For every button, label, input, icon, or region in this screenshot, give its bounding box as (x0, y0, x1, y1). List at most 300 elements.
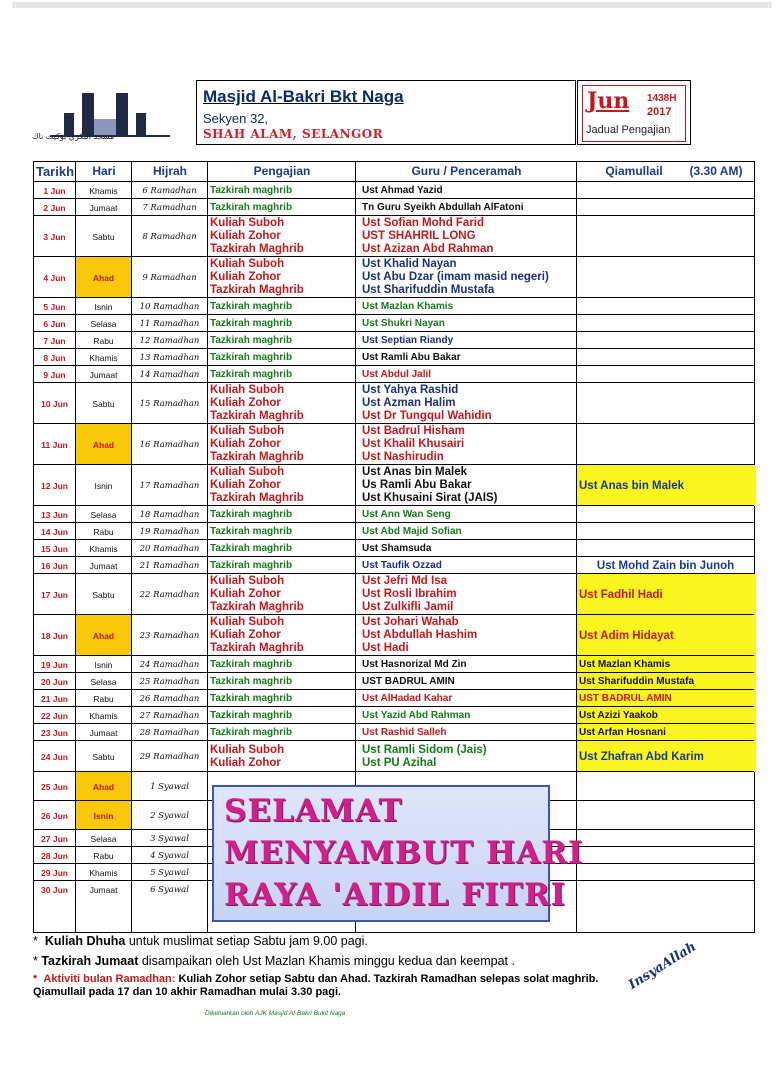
hijri-cell: 7 Ramadhan (142, 202, 197, 213)
teacher-line: Us Ramli Abu Bakar (362, 479, 472, 491)
note-3-text: Kuliah Zohor setiap Sabtu dan Ahad. Tazkirah Ramadhan selepas solat maghrib. Qiamullail pada 17 dan 10 akhir Ramadhan mulai 3.30 pagi. (33, 973, 599, 998)
qiamullail-cell (577, 182, 756, 199)
qiamullail-cell: Ust Zhafran Abd Karim (577, 741, 756, 772)
topic-line: Tazkirah Maghrib (210, 451, 304, 463)
teacher-cell (356, 182, 582, 199)
topic-line: Kuliah Suboh (210, 466, 285, 478)
hijri-cell: 5 Syawal (150, 867, 189, 878)
hijri-cell: 25 Ramadhan (139, 676, 200, 687)
col-header-teacher: Guru / Penceramah (411, 164, 522, 178)
teacher-line: Ust Johari Wahab (362, 616, 459, 628)
topic-line: Kuliah Suboh (210, 425, 285, 437)
top-edge-bar (12, 2, 772, 8)
hijri-cell: 17 Ramadhan (139, 480, 200, 491)
teacher-cell (356, 349, 582, 366)
qiamullail-cell (577, 772, 756, 801)
topic-cell (208, 366, 357, 383)
day-cell: Jumaat (89, 202, 118, 213)
hijri-cell: 20 Ramadhan (139, 543, 200, 554)
topic-cell (208, 673, 357, 690)
table-row (34, 672, 754, 690)
section-address: Sekyen 32, (203, 111, 269, 126)
hijri-cell: 2 Syawal (150, 810, 189, 821)
banner-line-1: SELAMAT (224, 793, 403, 829)
topic-line: Kuliah Zohor (210, 756, 281, 769)
issued-by-footer: Dikeluarkan oleh AJK Masjid Al-Bakri Bukit Naga (205, 1010, 346, 1017)
city-address: SHAH ALAM, SELANGOR (203, 127, 384, 141)
table-row (34, 723, 754, 741)
note-kuliah-dhuha: * Kuliah Dhuha untuk muslimat setiap Sabtu jam 9.00 pagi. (33, 934, 368, 948)
qiamullail-cell: Ust Azizi Yaakob (577, 707, 756, 724)
day-cell: Jumaat (89, 884, 118, 895)
table-row (34, 556, 754, 574)
table-row (34, 348, 754, 366)
teacher-line: Ust Badrul Hisham (362, 425, 465, 437)
topic-line: Tazkirah maghrib (210, 369, 293, 380)
qiamullail-cell (577, 216, 756, 257)
hijri-cell: 9 Ramadhan (142, 272, 197, 283)
topic-cell (208, 424, 357, 465)
note-ramadhan-activities: * Aktiviti bulan Ramadhan: Kuliah Zohor setiap Sabtu dan Ahad. Tazkirah Ramadhan selepas solat maghrib. Qiamullail pada 17 dan 10 akhir Ramadhan mulai 3.30 pagi. (33, 973, 599, 998)
teacher-line: Ust Sofian Mohd Farid (362, 217, 485, 229)
hijri-cell: 28 Ramadhan (139, 727, 200, 738)
topic-cell (208, 257, 357, 298)
qiamullail-cell: UST BADRUL AMIN (577, 690, 756, 707)
date-cell: 16 Jun (41, 560, 68, 571)
teacher-cell (356, 199, 582, 216)
mosque-header-box (196, 80, 576, 145)
hijri-cell: 26 Ramadhan (139, 693, 200, 704)
qiamullail-cell (577, 257, 756, 298)
date-cell: 1 Jun (43, 185, 66, 196)
day-cell: Ahad (76, 772, 131, 801)
teacher-cell (356, 574, 582, 615)
date-cell: 20 Jun (41, 676, 68, 687)
date-cell: 28 Jun (41, 850, 68, 861)
teacher-line: Ust Rosli Ibrahim (362, 588, 457, 600)
topic-line: Tazkirah maghrib (210, 352, 293, 363)
hijri-cell: 29 Ramadhan (139, 751, 200, 762)
day-cell: Khamis (89, 710, 118, 721)
topic-line: Kuliah Suboh (210, 575, 285, 587)
day-cell: Jumaat (89, 727, 118, 738)
topic-line: Tazkirah maghrib (210, 335, 293, 346)
hijri-cell: 22 Ramadhan (139, 589, 200, 600)
day-cell: Khamis (89, 185, 118, 196)
date-cell: 3 Jun (43, 231, 66, 242)
date-cell: 23 Jun (41, 727, 68, 738)
col-header-date: Tarikh (35, 164, 75, 179)
topic-line: Tazkirah Maghrib (210, 601, 304, 613)
col-divider (576, 162, 577, 932)
teacher-cell (356, 465, 582, 506)
note-1-title: Kuliah Dhuha (44, 934, 126, 948)
qiamullail-cell: Ust Adim Hidayat (577, 615, 756, 656)
qiamullail-cell (577, 881, 756, 898)
topic-line: Tazkirah maghrib (210, 710, 293, 721)
teacher-line: Ust Khalid Nayan (362, 258, 457, 270)
day-cell: Ahad (76, 257, 131, 298)
teacher-line: Tn Guru Syeikh Abdullah AlFatoni (362, 202, 524, 213)
teacher-line: Ust Taufik Ozzad (362, 560, 442, 571)
teacher-line: Ust Abu Dzar (imam masid negeri) (362, 271, 549, 283)
teacher-line: Ust Zulkifli Jamil (362, 601, 454, 613)
topic-cell (208, 574, 357, 615)
date-cell: 29 Jun (41, 867, 68, 878)
date-cell: 18 Jun (41, 630, 68, 641)
qiamullail-cell (577, 298, 756, 315)
topic-cell (208, 741, 357, 772)
topic-cell (208, 216, 357, 257)
teacher-line: UST BADRUL AMIN (362, 676, 455, 687)
topic-cell (208, 383, 357, 424)
banner-line-3: RAYA 'AIDIL FITRI (224, 877, 567, 913)
day-cell: Isnin (94, 659, 113, 670)
topic-cell (208, 523, 357, 540)
topic-line: Kuliah Suboh (210, 384, 285, 396)
day-cell: Rabu (93, 526, 114, 537)
teacher-line: Ust AlHadad Kahar (362, 693, 453, 704)
mosque-name: Masjid Al-Bakri Bkt Naga (203, 87, 404, 106)
teacher-cell (356, 383, 582, 424)
qiamullail-cell (577, 523, 756, 540)
date-cell: 11 Jun (41, 439, 68, 450)
teacher-cell (356, 216, 582, 257)
teacher-cell (356, 366, 582, 383)
date-cell: 4 Jun (43, 272, 66, 283)
topic-line: Kuliah Suboh (210, 743, 285, 756)
topic-cell (208, 724, 357, 741)
topic-cell (208, 465, 357, 506)
qiamullail-cell: Ust Arfan Hosnani (577, 724, 756, 741)
table-row (34, 706, 754, 724)
teacher-cell (356, 724, 582, 741)
col-divider (75, 162, 76, 932)
qiamullail-cell: Ust Fadhil Hadi (577, 574, 756, 615)
table-row (34, 740, 754, 772)
qiamullail-cell (577, 801, 756, 830)
schedule-subtitle: Jadual Pengajian (586, 124, 671, 136)
topic-cell (208, 506, 357, 523)
hijri-cell: 19 Ramadhan (139, 526, 200, 537)
table-row (34, 505, 754, 523)
topic-cell (208, 298, 357, 315)
topic-line: Kuliah Suboh (210, 217, 285, 229)
topic-line: Kuliah Zohor (210, 397, 281, 409)
date-cell: 26 Jun (41, 810, 68, 821)
banner-line-2: MENYAMBUT HARI (224, 835, 584, 871)
date-cell: 10 Jun (41, 398, 68, 409)
table-row (34, 464, 754, 506)
col-divider (207, 162, 208, 932)
topic-cell (208, 199, 357, 216)
teacher-line: Ust Shukri Nayan (362, 318, 445, 329)
teacher-line: Ust Mazlan Khamis (362, 301, 454, 312)
topic-cell (208, 656, 357, 673)
topic-cell (208, 690, 357, 707)
col-header-hijri: Hijrah (152, 164, 187, 178)
teacher-line: Ust PU Azihal (362, 756, 437, 769)
topic-cell (208, 557, 357, 574)
topic-line: Kuliah Zohor (210, 438, 281, 450)
topic-line: Kuliah Suboh (210, 616, 285, 628)
topic-line: Tazkirah maghrib (210, 301, 293, 312)
topic-cell (208, 349, 357, 366)
teacher-line: Ust Yazid Abd Rahman (362, 710, 471, 721)
hijri-cell: 27 Ramadhan (139, 710, 200, 721)
day-cell: Rabu (93, 693, 114, 704)
teacher-cell (356, 656, 582, 673)
table-row (34, 215, 754, 257)
topic-line: Tazkirah maghrib (210, 659, 293, 670)
teacher-line: UST SHAHRIL LONG (362, 230, 476, 242)
date-cell: 8 Jun (43, 352, 66, 363)
teacher-line: Ust Yahya Rashid (362, 384, 459, 396)
hijri-cell: 6 Ramadhan (142, 185, 197, 196)
teacher-line: Ust Jefri Md Isa (362, 575, 447, 587)
table-row (34, 297, 754, 315)
topic-line: Tazkirah maghrib (210, 526, 293, 537)
teacher-line: Ust Khusaini Sirat (JAIS) (362, 492, 498, 504)
table-row (34, 198, 754, 216)
qiamullail-cell (577, 830, 756, 847)
table-row (34, 331, 754, 349)
qiamullail-cell (577, 506, 756, 523)
topic-line: Kuliah Zohor (210, 271, 281, 283)
topic-line: Kuliah Zohor (210, 230, 281, 242)
teacher-cell (356, 741, 582, 772)
date-cell: 13 Jun (41, 509, 68, 520)
month-inner-frame (582, 85, 686, 142)
col-divider (131, 162, 132, 932)
table-row (34, 382, 754, 424)
col-header-topic: Pengajian (253, 164, 311, 178)
date-cell: 15 Jun (41, 543, 68, 554)
hijri-cell: 11 Ramadhan (139, 318, 200, 329)
table-row (34, 539, 754, 557)
insyaallah-signoff: InsyaAllah (626, 939, 699, 993)
hijri-cell: 14 Ramadhan (139, 369, 200, 380)
topic-line: Tazkirah Maghrib (210, 243, 304, 255)
date-cell: 6 Jun (43, 318, 66, 329)
date-cell: 30 Jun (41, 884, 68, 895)
topic-cell (208, 707, 357, 724)
teacher-line: Ust Ahmad Yazid (362, 185, 443, 196)
date-cell: 2 Jun (43, 202, 66, 213)
day-cell: Jumaat (89, 369, 118, 380)
col-header-qiam: Qiamullail (605, 164, 663, 178)
topic-line: Tazkirah Maghrib (210, 492, 304, 504)
day-cell: Rabu (93, 850, 114, 861)
col-header-qiam-time: (3.30 AM) (689, 164, 743, 178)
day-cell: Selasa (90, 833, 117, 844)
date-cell: 7 Jun (43, 335, 66, 346)
hijri-cell: 6 Syawal (150, 884, 189, 895)
table-row (34, 655, 754, 673)
teacher-line: Ust Ann Wan Seng (362, 509, 451, 520)
topic-line: Tazkirah Maghrib (210, 284, 304, 296)
teacher-line: Ust Ramli Abu Bakar (362, 352, 461, 363)
topic-cell (208, 315, 357, 332)
topic-line: Kuliah Suboh (210, 258, 285, 270)
teacher-cell (356, 707, 582, 724)
hijri-cell: 24 Ramadhan (139, 659, 200, 670)
topic-cell (208, 615, 357, 656)
hijri-cell: 16 Ramadhan (139, 439, 200, 450)
day-cell: Sabtu (92, 231, 115, 242)
qiamullail-cell (577, 199, 756, 216)
teacher-cell (356, 315, 582, 332)
eid-greeting-banner (212, 785, 584, 922)
day-cell: Ahad (76, 424, 131, 465)
day-cell: Khamis (89, 352, 118, 363)
topic-line: Tazkirah maghrib (210, 560, 293, 571)
hijri-cell: 12 Ramadhan (139, 335, 200, 346)
topic-line: Tazkirah Maghrib (210, 410, 304, 422)
teacher-cell (356, 257, 582, 298)
date-cell: 17 Jun (41, 589, 68, 600)
col-header-day: Hari (92, 164, 116, 178)
table-row (34, 314, 754, 332)
hijri-cell: 23 Ramadhan (139, 630, 200, 641)
month-box (577, 80, 691, 145)
day-cell: Selasa (90, 509, 117, 520)
day-cell: Jumaat (89, 560, 118, 571)
day-cell: Isnin (94, 480, 113, 491)
teacher-line: Ust Dr Tungqul Wahidin (362, 410, 492, 422)
date-cell: 12 Jun (41, 480, 68, 491)
qiamullail-cell: Ust Anas bin Malek (577, 465, 756, 506)
topic-cell (208, 540, 357, 557)
day-cell: Isnin (76, 801, 131, 830)
teacher-cell (356, 540, 582, 557)
teacher-line: Ust Shamsuda (362, 543, 432, 554)
date-cell: 19 Jun (41, 659, 68, 670)
teacher-line: Ust Hadi (362, 642, 409, 654)
day-cell: Ahad (76, 615, 131, 656)
topic-line: Tazkirah maghrib (210, 693, 293, 704)
date-cell: 27 Jun (41, 833, 68, 844)
teacher-line: Ust Abdullah Hashim (362, 629, 478, 641)
hijri-cell: 18 Ramadhan (139, 509, 200, 520)
day-cell: Sabtu (92, 751, 115, 762)
table-row (34, 181, 754, 199)
hijri-cell: 21 Ramadhan (139, 560, 200, 571)
date-cell: 9 Jun (43, 369, 66, 380)
hijri-cell: 3 Syawal (150, 833, 189, 844)
qiamullail-cell (577, 315, 756, 332)
qiamullail-cell: Ust Sharifuddin Mustafa (577, 673, 756, 690)
date-cell: 24 Jun (41, 751, 68, 762)
teacher-line: Ust Anas bin Malek (362, 466, 468, 478)
qiamullail-cell (577, 847, 756, 864)
topic-line: Tazkirah maghrib (210, 727, 293, 738)
teacher-cell (356, 506, 582, 523)
hijri-cell: 1 Syawal (150, 781, 189, 792)
teacher-line: Ust Rashid Salleh (362, 727, 447, 738)
teacher-line: Ust Khalil Khusairi (362, 438, 465, 450)
hijri-cell: 13 Ramadhan (139, 352, 200, 363)
teacher-line: Ust Ramli Sidom (Jais) (362, 743, 487, 756)
hijri-year: 1438H (647, 93, 677, 104)
topic-line: Tazkirah maghrib (210, 202, 293, 213)
teacher-cell (356, 424, 582, 465)
day-cell: Selasa (90, 318, 117, 329)
teacher-line: Ust Azizan Abd Rahman (362, 243, 494, 255)
teacher-line: Ust Sharifuddin Mustafa (362, 284, 495, 296)
teacher-cell (356, 557, 582, 574)
topic-line: Tazkirah maghrib (210, 676, 293, 687)
topic-line: Kuliah Zohor (210, 629, 281, 641)
table-row (34, 689, 754, 707)
teacher-cell (356, 615, 582, 656)
hijri-cell: 15 Ramadhan (139, 398, 200, 409)
note-2-text: disampaikan oleh Ust Mazlan Khamis minggu kedua dan keempat . (141, 954, 515, 968)
teacher-line: Ust Abdul Jalil (362, 369, 432, 380)
day-cell: Selasa (90, 676, 117, 687)
note-3-title: Aktiviti bulan Ramadhan: (43, 973, 176, 985)
topic-line: Kuliah Zohor (210, 588, 281, 600)
qiamullail-cell (577, 349, 756, 366)
topic-line: Tazkirah maghrib (210, 318, 293, 329)
date-cell: 25 Jun (41, 781, 68, 792)
topic-cell (208, 332, 357, 349)
day-cell: Rabu (93, 335, 114, 346)
topic-line: Kuliah Zohor (210, 479, 281, 491)
qiamullail-cell (577, 424, 756, 465)
teacher-cell (356, 523, 582, 540)
qiamullail-cell (577, 332, 756, 349)
month-label: Jun (587, 88, 630, 114)
day-cell: Sabtu (92, 589, 115, 600)
year-label: 2017 (647, 106, 672, 118)
teacher-cell (356, 673, 582, 690)
qiamullail-cell (577, 864, 756, 881)
teacher-cell (356, 332, 582, 349)
teacher-cell (356, 298, 582, 315)
day-cell: Isnin (94, 301, 113, 312)
note-tazkirah-jumaat: * Tazkirah Jumaat disampaikan oleh Ust Mazlan Khamis minggu kedua dan keempat . (33, 954, 515, 968)
qiamullail-cell: Ust Mohd Zain bin Junoh (596, 559, 735, 572)
hijri-cell: 8 Ramadhan (142, 231, 197, 242)
teacher-line: Ust Nashirudin (362, 451, 444, 463)
day-cell: Khamis (89, 867, 118, 878)
day-cell: Sabtu (92, 398, 115, 409)
table-row (34, 423, 754, 465)
table-row (34, 256, 754, 298)
qiamullail-cell: Ust Mazlan Khamis (577, 656, 756, 673)
note-2-title: Tazkirah Jumaat (41, 954, 139, 968)
table-row (34, 365, 754, 383)
table-row (34, 573, 754, 615)
table-row (34, 614, 754, 656)
topic-line: Tazkirah maghrib (210, 185, 293, 196)
topic-cell (208, 182, 357, 199)
qiamullail-cell (577, 540, 756, 557)
teacher-line: Ust Abd Majid Sofian (362, 526, 462, 537)
hijri-cell: 10 Ramadhan (139, 301, 200, 312)
topic-line: Tazkirah maghrib (210, 509, 293, 520)
date-cell: 14 Jun (41, 526, 68, 537)
teacher-line: Ust Azman Halim (362, 397, 456, 409)
hijri-cell: 4 Syawal (150, 850, 189, 861)
qiamullail-cell (577, 366, 756, 383)
date-cell: 5 Jun (43, 301, 66, 312)
teacher-line: Ust Septian Riandy (362, 335, 454, 346)
date-cell: 21 Jun (41, 693, 68, 704)
logo-caption: مسجد البكري بوكيت ناڬ (32, 132, 115, 141)
note-1-text: untuk muslimat setiap Sabtu jam 9.00 pagi. (128, 934, 368, 948)
